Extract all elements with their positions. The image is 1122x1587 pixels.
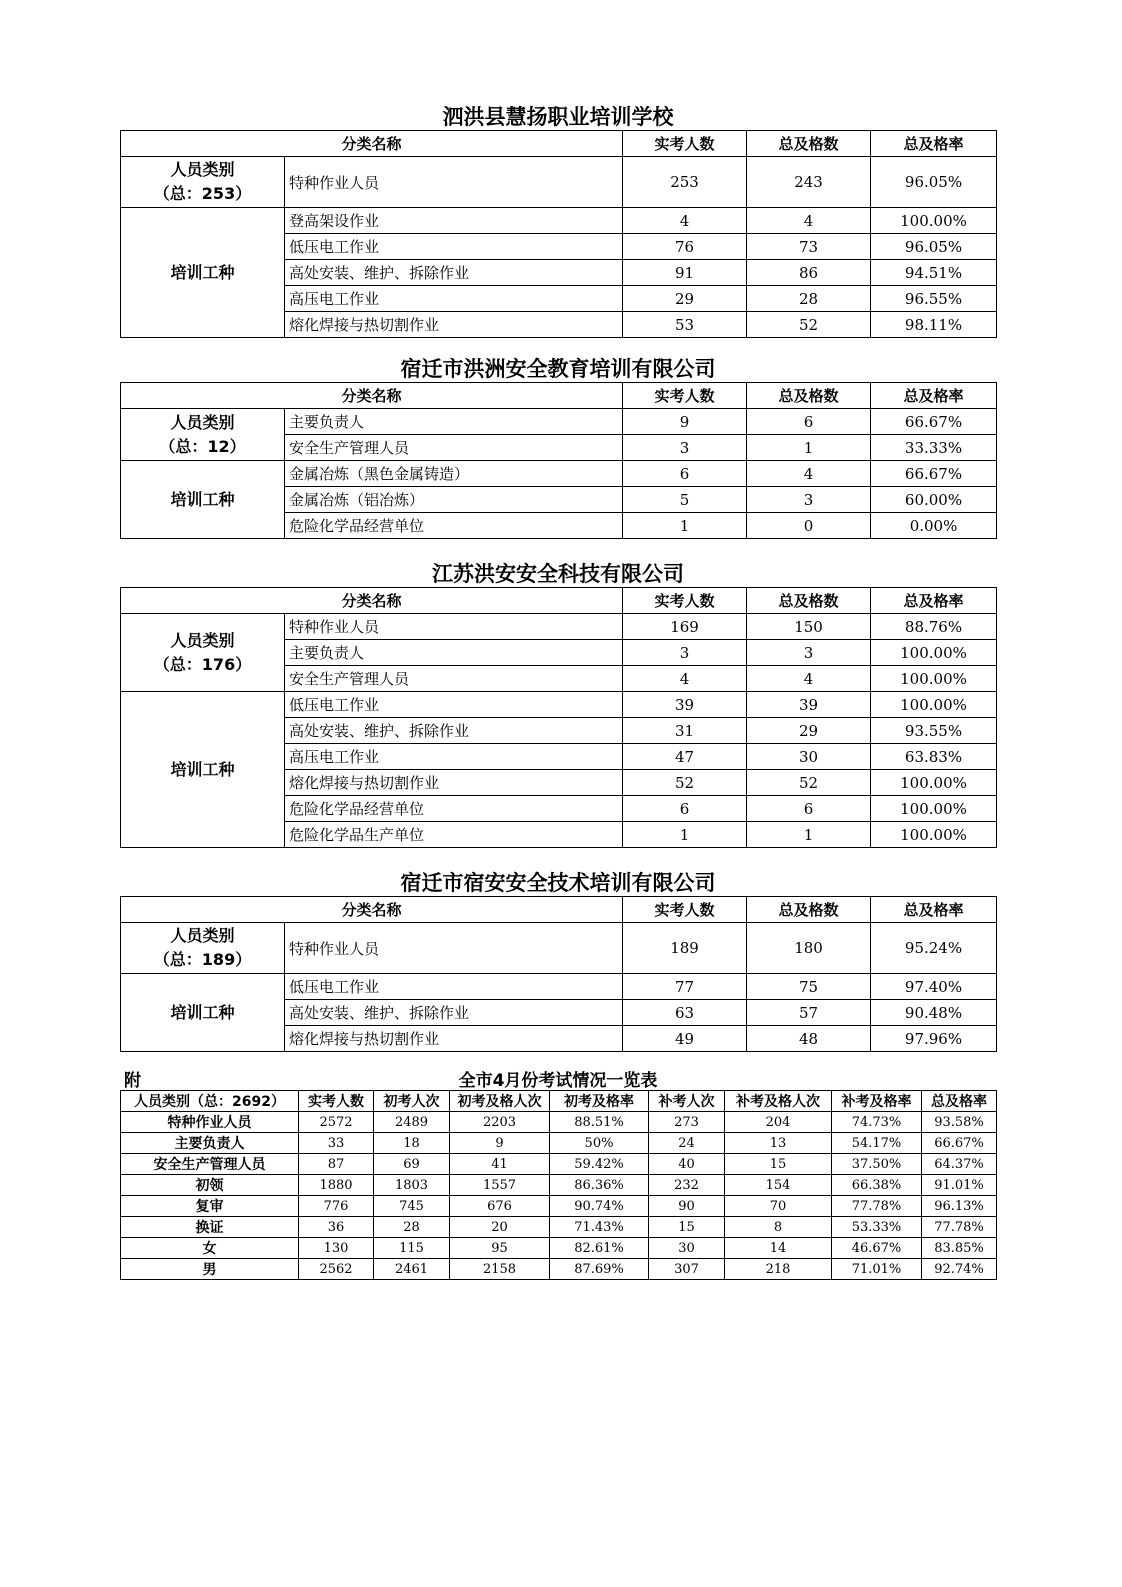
row-pass-rate: 97.96% bbox=[871, 1026, 997, 1052]
summary-cell: 93.58% bbox=[922, 1112, 997, 1133]
group-label-training-type: 培训工种 bbox=[121, 974, 285, 1052]
summary-row-label: 主要负责人 bbox=[121, 1133, 299, 1154]
summary-cell: 87 bbox=[299, 1154, 374, 1175]
row-passed: 4 bbox=[747, 666, 871, 692]
summary-row-label: 初领 bbox=[121, 1175, 299, 1196]
row-pass-rate: 100.00% bbox=[871, 796, 997, 822]
row-passed: 1 bbox=[747, 822, 871, 848]
summary-cell: 15 bbox=[725, 1154, 832, 1175]
group-label-personnel: 人员类别 （总：253） bbox=[121, 157, 285, 208]
summary-body bbox=[121, 1112, 997, 1280]
row-examinees: 6 bbox=[623, 796, 747, 822]
header-examinees: 实考人数 bbox=[623, 383, 747, 409]
header-passed: 总及格数 bbox=[747, 588, 871, 614]
summary-cell: 232 bbox=[649, 1175, 725, 1196]
row-name: 高压电工作业 bbox=[285, 286, 623, 312]
summary-cell: 64.37% bbox=[922, 1154, 997, 1175]
row-pass-rate: 98.11% bbox=[871, 312, 997, 338]
table-header-row bbox=[121, 131, 997, 157]
summary-cell: 66.67% bbox=[922, 1133, 997, 1154]
row-pass-rate: 95.24% bbox=[871, 923, 997, 974]
summary-title: 全市4月份考试情况一览表 bbox=[458, 1071, 658, 1091]
section-title: 江苏洪安安全科技有限公司 bbox=[432, 562, 684, 586]
header-passed: 总及格数 bbox=[747, 383, 871, 409]
summary-cell: 66.38% bbox=[832, 1175, 922, 1196]
row-passed: 150 bbox=[747, 614, 871, 640]
summary-row bbox=[121, 1196, 997, 1217]
table-row bbox=[121, 692, 997, 718]
section-title: 宿迁市洪洲安全教育培训有限公司 bbox=[400, 357, 716, 381]
row-pass-rate: 100.00% bbox=[871, 770, 997, 796]
table-header-row bbox=[121, 383, 997, 409]
row-passed: 3 bbox=[747, 487, 871, 513]
summary-cell: 1880 bbox=[299, 1175, 374, 1196]
summary-section bbox=[120, 1066, 996, 1280]
summary-cell: 1803 bbox=[374, 1175, 450, 1196]
summary-cell: 2489 bbox=[374, 1112, 450, 1133]
row-name: 熔化焊接与热切割作业 bbox=[285, 770, 623, 796]
summary-cell: 54.17% bbox=[832, 1133, 922, 1154]
row-passed: 180 bbox=[747, 923, 871, 974]
header-passed: 总及格数 bbox=[747, 897, 871, 923]
row-examinees: 253 bbox=[623, 157, 747, 208]
stats-table bbox=[120, 382, 997, 539]
row-name: 危险化学品生产单位 bbox=[285, 822, 623, 848]
summary-cell: 59.42% bbox=[550, 1154, 649, 1175]
summary-header-examinees: 实考人数 bbox=[299, 1091, 374, 1112]
header-pass-rate: 总及格率 bbox=[871, 383, 997, 409]
summary-row-label: 特种作业人员 bbox=[121, 1112, 299, 1133]
summary-cell: 2461 bbox=[374, 1259, 450, 1280]
summary-header-retake-attempts: 补考人次 bbox=[649, 1091, 725, 1112]
row-examinees: 52 bbox=[623, 770, 747, 796]
summary-row bbox=[121, 1175, 997, 1196]
section-title: 泗洪县慧扬职业培训学校 bbox=[442, 105, 674, 129]
summary-cell: 8 bbox=[725, 1217, 832, 1238]
row-examinees: 76 bbox=[623, 234, 747, 260]
summary-cell: 676 bbox=[450, 1196, 550, 1217]
header-category: 分类名称 bbox=[121, 588, 623, 614]
row-examinees: 49 bbox=[623, 1026, 747, 1052]
row-pass-rate: 33.33% bbox=[871, 435, 997, 461]
row-passed: 0 bbox=[747, 513, 871, 539]
summary-cell: 776 bbox=[299, 1196, 374, 1217]
row-passed: 57 bbox=[747, 1000, 871, 1026]
summary-header-total-rate: 总及格率 bbox=[922, 1091, 997, 1112]
row-pass-rate: 90.48% bbox=[871, 1000, 997, 1026]
summary-cell: 71.43% bbox=[550, 1217, 649, 1238]
header-examinees: 实考人数 bbox=[623, 897, 747, 923]
section-3 bbox=[120, 561, 996, 848]
table-row bbox=[121, 614, 997, 640]
summary-cell: 115 bbox=[374, 1238, 450, 1259]
summary-header-retake-rate: 补考及格率 bbox=[832, 1091, 922, 1112]
row-passed: 48 bbox=[747, 1026, 871, 1052]
row-passed: 28 bbox=[747, 286, 871, 312]
row-name: 低压电工作业 bbox=[285, 692, 623, 718]
table-row bbox=[121, 974, 997, 1000]
row-passed: 1 bbox=[747, 435, 871, 461]
summary-cell: 37.50% bbox=[832, 1154, 922, 1175]
summary-row-label: 安全生产管理人员 bbox=[121, 1154, 299, 1175]
summary-cell: 82.61% bbox=[550, 1238, 649, 1259]
row-passed: 4 bbox=[747, 461, 871, 487]
summary-row-label: 换证 bbox=[121, 1217, 299, 1238]
stats-table bbox=[120, 130, 997, 338]
header-examinees: 实考人数 bbox=[623, 131, 747, 157]
summary-cell: 69 bbox=[374, 1154, 450, 1175]
row-examinees: 4 bbox=[623, 208, 747, 234]
summary-cell: 90.74% bbox=[550, 1196, 649, 1217]
row-examinees: 63 bbox=[623, 1000, 747, 1026]
row-examinees: 77 bbox=[623, 974, 747, 1000]
row-name: 安全生产管理人员 bbox=[285, 666, 623, 692]
row-name: 主要负责人 bbox=[285, 640, 623, 666]
summary-cell: 307 bbox=[649, 1259, 725, 1280]
summary-cell: 14 bbox=[725, 1238, 832, 1259]
appendix-label: 附 bbox=[124, 1071, 141, 1091]
summary-cell: 77.78% bbox=[832, 1196, 922, 1217]
summary-header-retake-passed: 补考及格人次 bbox=[725, 1091, 832, 1112]
summary-cell: 2572 bbox=[299, 1112, 374, 1133]
summary-cell: 204 bbox=[725, 1112, 832, 1133]
summary-cell: 46.67% bbox=[832, 1238, 922, 1259]
row-pass-rate: 94.51% bbox=[871, 260, 997, 286]
summary-cell: 20 bbox=[450, 1217, 550, 1238]
row-examinees: 9 bbox=[623, 409, 747, 435]
summary-row bbox=[121, 1259, 997, 1280]
row-passed: 73 bbox=[747, 234, 871, 260]
row-pass-rate: 100.00% bbox=[871, 822, 997, 848]
row-examinees: 1 bbox=[623, 822, 747, 848]
row-examinees: 39 bbox=[623, 692, 747, 718]
row-name: 高处安装、维护、拆除作业 bbox=[285, 260, 623, 286]
group-label-personnel: 人员类别 （总：12） bbox=[121, 409, 285, 461]
summary-cell: 18 bbox=[374, 1133, 450, 1154]
summary-cell: 40 bbox=[649, 1154, 725, 1175]
summary-cell: 95 bbox=[450, 1238, 550, 1259]
summary-header-first-rate: 初考及格率 bbox=[550, 1091, 649, 1112]
summary-cell: 24 bbox=[649, 1133, 725, 1154]
row-examinees: 29 bbox=[623, 286, 747, 312]
row-examinees: 3 bbox=[623, 435, 747, 461]
row-name: 安全生产管理人员 bbox=[285, 435, 623, 461]
summary-row bbox=[121, 1133, 997, 1154]
summary-row bbox=[121, 1112, 997, 1133]
section-2 bbox=[120, 356, 996, 539]
group-label-training-type: 培训工种 bbox=[121, 692, 285, 848]
header-passed: 总及格数 bbox=[747, 131, 871, 157]
summary-cell: 96.13% bbox=[922, 1196, 997, 1217]
summary-cell: 15 bbox=[649, 1217, 725, 1238]
summary-heading bbox=[120, 1066, 996, 1090]
row-name: 主要负责人 bbox=[285, 409, 623, 435]
summary-cell: 53.33% bbox=[832, 1217, 922, 1238]
summary-header-row bbox=[121, 1091, 997, 1112]
row-name: 低压电工作业 bbox=[285, 234, 623, 260]
row-passed: 39 bbox=[747, 692, 871, 718]
row-pass-rate: 60.00% bbox=[871, 487, 997, 513]
row-examinees: 47 bbox=[623, 744, 747, 770]
summary-cell: 130 bbox=[299, 1238, 374, 1259]
summary-cell: 86.36% bbox=[550, 1175, 649, 1196]
summary-cell: 154 bbox=[725, 1175, 832, 1196]
section-title: 宿迁市宿安安全技术培训有限公司 bbox=[400, 871, 716, 895]
header-category: 分类名称 bbox=[121, 383, 623, 409]
row-name: 熔化焊接与热切割作业 bbox=[285, 1026, 623, 1052]
row-name: 熔化焊接与热切割作业 bbox=[285, 312, 623, 338]
row-name: 特种作业人员 bbox=[285, 614, 623, 640]
stats-table bbox=[120, 587, 997, 848]
summary-cell: 88.51% bbox=[550, 1112, 649, 1133]
table-row bbox=[121, 923, 997, 974]
group-label-personnel: 人员类别 （总：176） bbox=[121, 614, 285, 692]
summary-row bbox=[121, 1217, 997, 1238]
summary-row bbox=[121, 1154, 997, 1175]
summary-header-first-passed: 初考及格人次 bbox=[450, 1091, 550, 1112]
group-label-training-type: 培训工种 bbox=[121, 461, 285, 539]
summary-cell: 13 bbox=[725, 1133, 832, 1154]
summary-cell: 91.01% bbox=[922, 1175, 997, 1196]
table-row bbox=[121, 409, 997, 435]
summary-cell: 41 bbox=[450, 1154, 550, 1175]
row-passed: 52 bbox=[747, 312, 871, 338]
section-4 bbox=[120, 870, 996, 1052]
row-name: 特种作业人员 bbox=[285, 157, 623, 208]
table-header-row bbox=[121, 588, 997, 614]
summary-cell: 30 bbox=[649, 1238, 725, 1259]
row-passed: 3 bbox=[747, 640, 871, 666]
stats-table bbox=[120, 896, 997, 1052]
row-name: 低压电工作业 bbox=[285, 974, 623, 1000]
row-name: 登高架设作业 bbox=[285, 208, 623, 234]
summary-row-label: 女 bbox=[121, 1238, 299, 1259]
row-pass-rate: 96.05% bbox=[871, 157, 997, 208]
row-examinees: 3 bbox=[623, 640, 747, 666]
section-1 bbox=[120, 104, 996, 338]
row-passed: 86 bbox=[747, 260, 871, 286]
row-pass-rate: 100.00% bbox=[871, 666, 997, 692]
row-examinees: 4 bbox=[623, 666, 747, 692]
row-examinees: 6 bbox=[623, 461, 747, 487]
row-name: 高处安装、维护、拆除作业 bbox=[285, 718, 623, 744]
summary-cell: 2203 bbox=[450, 1112, 550, 1133]
summary-row bbox=[121, 1238, 997, 1259]
summary-cell: 9 bbox=[450, 1133, 550, 1154]
group-label-personnel: 人员类别 （总：189） bbox=[121, 923, 285, 974]
summary-header-category: 人员类别（总：2692） bbox=[121, 1091, 299, 1112]
row-examinees: 169 bbox=[623, 614, 747, 640]
summary-cell: 2158 bbox=[450, 1259, 550, 1280]
header-category: 分类名称 bbox=[121, 897, 623, 923]
row-pass-rate: 66.67% bbox=[871, 461, 997, 487]
summary-cell: 87.69% bbox=[550, 1259, 649, 1280]
row-passed: 75 bbox=[747, 974, 871, 1000]
summary-cell: 33 bbox=[299, 1133, 374, 1154]
header-examinees: 实考人数 bbox=[623, 588, 747, 614]
header-pass-rate: 总及格率 bbox=[871, 588, 997, 614]
row-passed: 4 bbox=[747, 208, 871, 234]
table-header-row bbox=[121, 897, 997, 923]
header-pass-rate: 总及格率 bbox=[871, 131, 997, 157]
row-name: 金属冶炼（铝冶炼） bbox=[285, 487, 623, 513]
summary-header-first-attempts: 初考人次 bbox=[374, 1091, 450, 1112]
summary-cell: 1557 bbox=[450, 1175, 550, 1196]
summary-cell: 273 bbox=[649, 1112, 725, 1133]
row-examinees: 91 bbox=[623, 260, 747, 286]
row-pass-rate: 100.00% bbox=[871, 692, 997, 718]
row-pass-rate: 63.83% bbox=[871, 744, 997, 770]
summary-cell: 218 bbox=[725, 1259, 832, 1280]
summary-cell: 71.01% bbox=[832, 1259, 922, 1280]
row-pass-rate: 100.00% bbox=[871, 640, 997, 666]
table-row bbox=[121, 157, 997, 208]
row-examinees: 189 bbox=[623, 923, 747, 974]
header-pass-rate: 总及格率 bbox=[871, 897, 997, 923]
row-name: 高处安装、维护、拆除作业 bbox=[285, 1000, 623, 1026]
row-examinees: 5 bbox=[623, 487, 747, 513]
summary-cell: 2562 bbox=[299, 1259, 374, 1280]
summary-row-label: 男 bbox=[121, 1259, 299, 1280]
row-examinees: 53 bbox=[623, 312, 747, 338]
row-name: 金属冶炼（黑色金属铸造） bbox=[285, 461, 623, 487]
summary-cell: 83.85% bbox=[922, 1238, 997, 1259]
header-category: 分类名称 bbox=[121, 131, 623, 157]
row-passed: 29 bbox=[747, 718, 871, 744]
summary-cell: 74.73% bbox=[832, 1112, 922, 1133]
row-pass-rate: 93.55% bbox=[871, 718, 997, 744]
summary-cell: 77.78% bbox=[922, 1217, 997, 1238]
summary-cell: 92.74% bbox=[922, 1259, 997, 1280]
row-name: 危险化学品经营单位 bbox=[285, 513, 623, 539]
row-pass-rate: 0.00% bbox=[871, 513, 997, 539]
row-passed: 30 bbox=[747, 744, 871, 770]
row-passed: 52 bbox=[747, 770, 871, 796]
row-passed: 243 bbox=[747, 157, 871, 208]
row-name: 特种作业人员 bbox=[285, 923, 623, 974]
row-pass-rate: 97.40% bbox=[871, 974, 997, 1000]
group-label-training-type: 培训工种 bbox=[121, 208, 285, 338]
row-name: 高压电工作业 bbox=[285, 744, 623, 770]
summary-table bbox=[120, 1090, 997, 1280]
summary-cell: 70 bbox=[725, 1196, 832, 1217]
row-examinees: 1 bbox=[623, 513, 747, 539]
row-pass-rate: 66.67% bbox=[871, 409, 997, 435]
table-row bbox=[121, 208, 997, 234]
summary-cell: 36 bbox=[299, 1217, 374, 1238]
row-pass-rate: 100.00% bbox=[871, 208, 997, 234]
table-row bbox=[121, 461, 997, 487]
summary-cell: 50% bbox=[550, 1133, 649, 1154]
row-pass-rate: 96.05% bbox=[871, 234, 997, 260]
row-examinees: 31 bbox=[623, 718, 747, 744]
row-pass-rate: 88.76% bbox=[871, 614, 997, 640]
row-pass-rate: 96.55% bbox=[871, 286, 997, 312]
summary-row-label: 复审 bbox=[121, 1196, 299, 1217]
summary-cell: 28 bbox=[374, 1217, 450, 1238]
row-name: 危险化学品经营单位 bbox=[285, 796, 623, 822]
summary-cell: 745 bbox=[374, 1196, 450, 1217]
row-passed: 6 bbox=[747, 796, 871, 822]
row-passed: 6 bbox=[747, 409, 871, 435]
summary-cell: 90 bbox=[649, 1196, 725, 1217]
